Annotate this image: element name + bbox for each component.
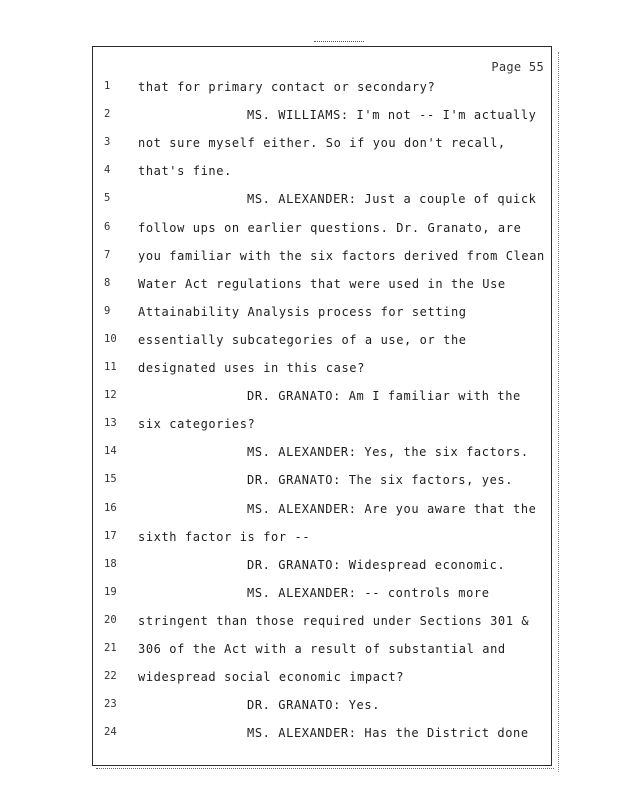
line-number: 6	[104, 220, 111, 233]
line-text: you familiar with the six factors derived from Clean	[138, 248, 545, 263]
line-number: 7	[104, 248, 111, 261]
top-scan-mark	[314, 41, 364, 45]
line-number: 18	[104, 557, 117, 570]
transcript-line	[0, 530, 618, 550]
line-text: designated uses in this case?	[138, 361, 365, 375]
line-text: MS. ALEXANDER: -- controls more	[247, 585, 490, 600]
line-number: 19	[104, 585, 117, 598]
transcript-line	[0, 164, 618, 184]
line-number: 14	[104, 445, 117, 458]
line-number: 1	[104, 80, 111, 92]
line-text: MS. ALEXANDER: Are you aware that the	[247, 501, 537, 516]
line-text: MS. ALEXANDER: Has the District done	[247, 726, 529, 741]
line-number: 12	[104, 389, 117, 402]
line-text: DR. GRANATO: Widespread economic.	[247, 557, 506, 572]
transcript-line	[0, 277, 618, 297]
transcript-line	[0, 221, 618, 241]
line-text: DR. GRANATO: Yes.	[247, 698, 381, 713]
transcript-line	[0, 108, 618, 128]
transcript-line	[0, 473, 618, 493]
transcript-line	[0, 305, 618, 325]
line-text: 306 of the Act with a result of substantial and	[138, 642, 506, 656]
line-text: MS. WILLIAMS: I'm not -- I'm actually	[247, 108, 537, 123]
line-number: 13	[104, 417, 117, 430]
transcript-line	[0, 445, 618, 465]
line-text: that for primary contact or secondary?	[138, 80, 436, 94]
line-text: widespread social economic impact?	[138, 670, 405, 685]
transcript-line	[0, 417, 618, 437]
line-number: 21	[104, 642, 117, 654]
line-number: 8	[104, 276, 111, 289]
line-text: that's fine.	[138, 164, 232, 179]
page-number: Page 55	[491, 60, 544, 74]
line-text: Attainability Analysis process for setting	[138, 304, 467, 319]
line-number: 24	[104, 726, 117, 739]
bottom-scan-edge	[96, 768, 554, 771]
transcript-line	[0, 389, 618, 409]
line-text: not sure myself either. So if you don't recall,	[138, 136, 506, 151]
line-text: six categories?	[138, 417, 256, 432]
right-scan-edge	[558, 52, 561, 772]
line-number: 4	[104, 164, 111, 177]
line-text: stringent than those required under Sections 301 &	[138, 613, 530, 628]
line-text: MS. ALEXANDER: Just a couple of quick	[247, 192, 537, 207]
line-text: DR. GRANATO: Am I familiar with the	[247, 389, 521, 404]
line-number: 23	[104, 698, 117, 711]
line-number: 9	[104, 304, 111, 317]
transcript-line	[0, 192, 618, 212]
line-text: MS. ALEXANDER: Yes, the six factors.	[247, 445, 529, 460]
transcript-line	[0, 586, 618, 606]
line-text: follow ups on earlier questions. Dr. Granato, are	[138, 220, 522, 235]
line-text: essentially subcategories of a use, or the	[138, 332, 467, 347]
line-number: 5	[104, 192, 111, 205]
transcript-line	[0, 726, 618, 746]
line-number: 11	[104, 361, 117, 373]
line-number: 3	[104, 136, 111, 149]
line-number: 17	[104, 529, 117, 542]
line-number: 16	[104, 501, 117, 514]
transcript-line	[0, 670, 618, 690]
line-number: 15	[104, 473, 117, 486]
transcript-line	[0, 333, 618, 353]
transcript-line	[0, 136, 618, 156]
transcript-line	[0, 249, 618, 269]
transcript-line	[0, 361, 618, 381]
line-text: Water Act regulations that were used in the Use	[138, 276, 506, 291]
line-number: 22	[104, 670, 117, 683]
line-number: 10	[104, 332, 117, 345]
line-text: DR. GRANATO: The six factors, yes.	[247, 473, 514, 488]
transcript-line	[0, 614, 618, 634]
line-number: 2	[104, 108, 111, 121]
transcript-line	[0, 558, 618, 578]
transcript-line	[0, 642, 618, 662]
transcript-line	[0, 502, 618, 522]
line-number: 20	[104, 613, 117, 626]
transcript-line	[0, 698, 618, 718]
transcript-line	[0, 80, 618, 100]
line-text: sixth factor is for --	[138, 529, 311, 544]
